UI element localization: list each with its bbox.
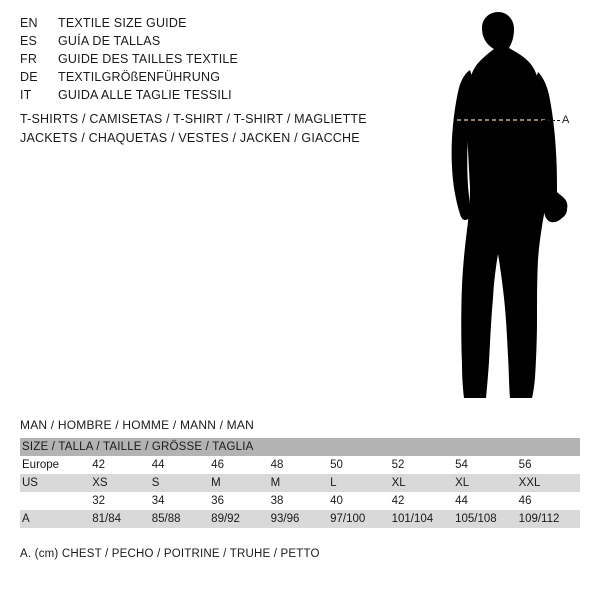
language-code-de: DE: [20, 70, 38, 84]
row-label-us: US: [20, 474, 90, 492]
language-row-fr: [20, 50, 400, 68]
cell: 109/112: [517, 510, 580, 528]
cell: L: [328, 474, 390, 492]
table-header-row: [20, 438, 580, 456]
chest-measure-line: [410, 10, 595, 405]
language-title-block: [20, 14, 400, 104]
cell: 85/88: [150, 510, 209, 528]
size-table: [20, 438, 580, 528]
cell: 44: [453, 492, 517, 510]
table-row: [20, 510, 580, 528]
category-block: [20, 110, 420, 148]
cell: 52: [390, 456, 454, 474]
cell: 40: [328, 492, 390, 510]
cell: 105/108: [453, 510, 517, 528]
cell: 56: [517, 456, 580, 474]
cell: 54: [453, 456, 517, 474]
male-silhouette-figure: [410, 10, 595, 405]
language-text-de: TEXTILGRÖßENFÜHRUNG: [58, 70, 221, 84]
language-row-de: [20, 68, 400, 86]
cell: 81/84: [90, 510, 149, 528]
cell: 38: [269, 492, 328, 510]
size-table-area: [20, 418, 580, 528]
cell: 32: [90, 492, 149, 510]
cell: 48: [269, 456, 328, 474]
cell: 42: [390, 492, 454, 510]
language-text-es: GUÍA DE TALLAS: [58, 34, 161, 48]
language-text-en: TEXTILE SIZE GUIDE: [58, 16, 187, 30]
cell: 50: [328, 456, 390, 474]
language-code-en: EN: [20, 16, 38, 30]
language-text-it: GUIDA ALLE TAGLIE TESSILI: [58, 88, 232, 102]
cell: XL: [453, 474, 517, 492]
table-row: [20, 492, 580, 510]
row-label-us-numeric: [20, 492, 90, 510]
footnote-chest: A. (cm) CHEST / PECHO / POITRINE / TRUHE / PETTO: [20, 548, 320, 560]
cell: 101/104: [390, 510, 454, 528]
cell: 89/92: [209, 510, 268, 528]
cell: XXL: [517, 474, 580, 492]
language-code-fr: FR: [20, 52, 38, 66]
cell: 97/100: [328, 510, 390, 528]
category-tshirts: T-SHIRTS / CAMISETAS / T-SHIRT / T-SHIRT / MAGLIETTE: [20, 112, 367, 126]
table-row: [20, 456, 580, 474]
language-row-es: [20, 32, 400, 50]
table-row: [20, 474, 580, 492]
measure-label-a: A: [562, 114, 570, 126]
cell: 36: [209, 492, 268, 510]
language-text-fr: GUIDE DES TAILLES TEXTILE: [58, 52, 239, 66]
cell: 93/96: [269, 510, 328, 528]
language-row-it: [20, 86, 400, 104]
cell: XL: [390, 474, 454, 492]
table-header-label: SIZE / TALLA / TAILLE / GRÖSSE / TAGLIA: [20, 438, 580, 456]
cell: 46: [517, 492, 580, 510]
table-title: MAN / HOMBRE / HOMME / MANN / MAN: [20, 418, 254, 432]
cell: 44: [150, 456, 209, 474]
language-code-it: IT: [20, 88, 32, 102]
cell: 34: [150, 492, 209, 510]
cell: S: [150, 474, 209, 492]
row-label-europe: Europe: [20, 456, 90, 474]
cell: XS: [90, 474, 149, 492]
cell: M: [209, 474, 268, 492]
language-row-en: [20, 14, 400, 32]
row-label-a: A: [20, 510, 90, 528]
language-code-es: ES: [20, 34, 38, 48]
cell: 46: [209, 456, 268, 474]
category-jackets: JACKETS / CHAQUETAS / VESTES / JACKEN / GIACCHE: [20, 131, 360, 145]
cell: M: [269, 474, 328, 492]
cell: 42: [90, 456, 149, 474]
measure-leader-line: [542, 120, 560, 122]
